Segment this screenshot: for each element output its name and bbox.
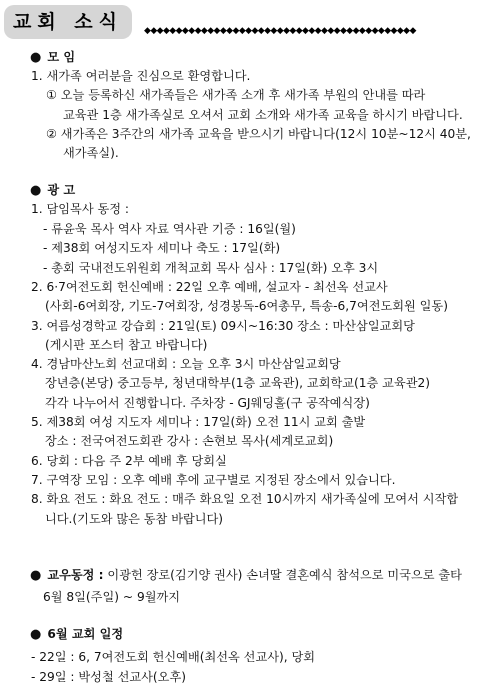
text-line: 4. 경남마산노회 선교대회 : 오늘 오후 3시 마산삼일교회당	[31, 357, 341, 371]
bullet-icon: ●	[30, 50, 42, 65]
section-heading-notice: ● 광 고	[30, 183, 76, 198]
text-line: - 제38회 여성지도자 세미나 축도 : 17일(화)	[43, 241, 281, 255]
text-line: - 류윤욱 목사 역사 자료 역사관 기증 : 16일(월)	[43, 222, 296, 236]
text-line: 니다.(기도와 많은 동참 바랍니다)	[45, 512, 224, 526]
member-news-line: ● 교우동정 : 이광헌 장로(김기양 권사) 손녀딸 결혼예식 참석으로 미국으로 출타	[30, 568, 462, 583]
text-line: - 29일 : 박성철 선교사(오후)	[31, 670, 186, 684]
text-line: 교육관 1층 새가족실로 오셔서 교회 소개와 새가족 교육을 하시기 바랍니다.	[63, 108, 463, 122]
page-title: 교회 소식	[12, 10, 124, 33]
text-line: - 총회 국내전도위원회 개척교회 목사 심사 : 17일(화) 오후 3시	[43, 261, 379, 275]
section-heading-meeting: ● 모 임	[30, 50, 76, 65]
text-line: - 22일 : 6, 7여전도회 헌신예배(최선옥 선교사), 당회	[31, 650, 316, 664]
bullet-icon: ●	[30, 568, 42, 583]
text-line: 6. 당회 : 다음 주 2부 예배 후 당회실	[31, 454, 227, 468]
text-line: (사회-6여회장, 기도-7여회장, 성경봉독-6여총무, 특송-6,7여전도회원 일동)	[45, 299, 448, 313]
text-line: 6월 8일(주일) ~ 9월까지	[43, 590, 181, 604]
text-line: 1. 담임목사 동정 :	[31, 202, 129, 216]
text-line: 각각 나누어서 진행합니다. 주차장 - GJ웨딩홀(구 공작예식장)	[45, 396, 370, 410]
text-line: 3. 여름성경학교 강습회 : 21일(토) 09시~16:30 장소 : 마산삼일교회당	[31, 319, 415, 333]
text-line: 장소 : 전국여전도회관 강사 : 손현보 목사(세계로교회)	[45, 434, 334, 448]
text-line: (게시판 포스터 참고 바랍니다)	[45, 338, 208, 352]
text-line: 2. 6·7여전도회 헌신예배 : 22일 오후 예배, 설교자 - 최선옥 선교사	[31, 280, 388, 294]
bullet-icon: ●	[30, 627, 42, 642]
bullet-icon: ●	[30, 183, 42, 198]
section-heading-schedule: ● 6월 교회 일정	[30, 627, 124, 642]
text-line: 7. 구역장 모임 : 오후 예배 후에 교구별로 지정된 장소에서 있습니다.	[31, 473, 396, 487]
text-line: ① 오늘 등록하신 새가족들은 새가족 소개 후 새가족 부원의 안내를 따라	[46, 88, 426, 102]
member-news-label: 교우동정 :	[47, 568, 104, 582]
text-line: 1. 새가족 여러분을 진심으로 환영합니다.	[31, 69, 251, 83]
text-line: 새가족실).	[63, 146, 119, 160]
text-line: 장년층(본당) 중고등부, 청년대학부(1층 교육관), 교회학교(1층 교육관2)	[45, 376, 431, 390]
diamond-divider: ◆◆◆◆◆◆◆◆◆◆◆◆◆◆◆◆◆◆◆◆◆◆◆◆◆◆◆◆◆◆◆◆◆◆◆◆◆◆◆◆◆◆◆	[144, 27, 416, 36]
section-title-tab	[4, 5, 132, 39]
text-line: 8. 화요 전도 : 화요 전도 : 매주 화요일 오전 10시까지 새가족실에 모여서 시작합	[31, 492, 459, 506]
text-line: ② 새가족은 3주간의 새가족 교육을 받으시기 바랍니다(12시 10분~12시 40분,	[46, 127, 471, 141]
text-line: 5. 제38회 여성 지도자 세미나 : 17일(화) 오전 11시 교회 출발	[31, 415, 366, 429]
